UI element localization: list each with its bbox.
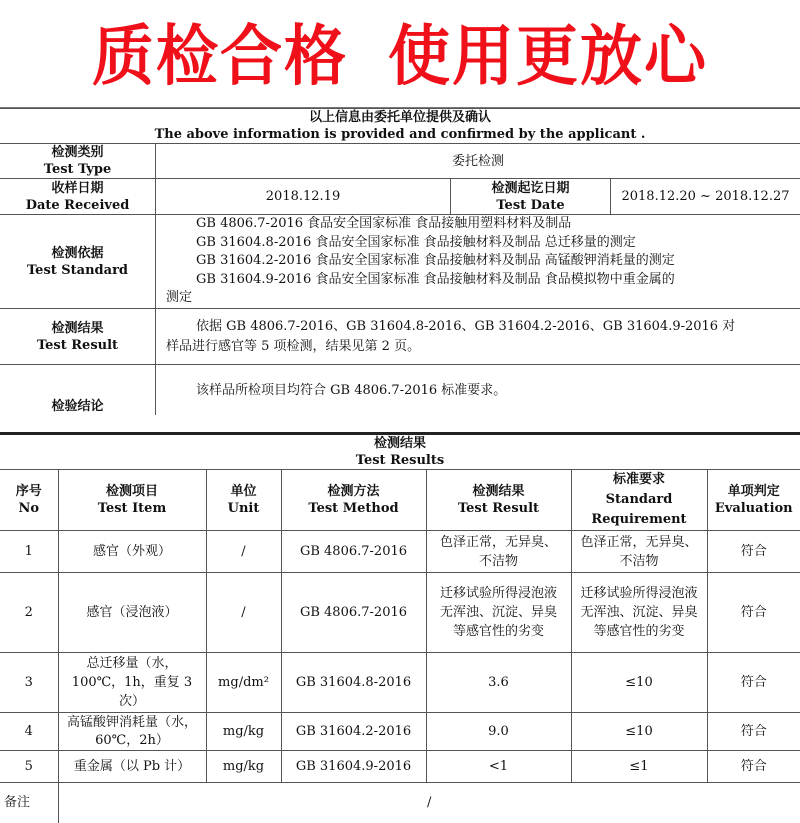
standard-line: GB 31604.9-2016 食品安全国家标准 食品接触材料及制品 食品模拟物中重金属的 [166,271,792,290]
cell-no: 4 [0,713,58,751]
table-row [0,531,800,573]
col-header-en: Standard Requirement [572,490,707,530]
conclusion-value: 该样品所检项目均符合 GB 4806.7-2016 标准要求。 [166,381,792,401]
col-header-cn: 单项判定 [708,483,800,500]
table-row [0,751,800,783]
cell-method: GB 4806.7-2016 [281,531,426,573]
cell-method: GB 31604.2-2016 [281,713,426,751]
cell-requirement: 色泽正常，无异臭、不洁物 [571,531,707,573]
col-header-en: No [0,500,58,517]
test-date-label-cn: 检测起讫日期 [451,180,610,197]
remarks-row [0,783,800,823]
banner-left-text: 质检合格 [92,3,348,96]
cell-unit: mg/kg [206,751,281,783]
cell-evaluation: 符合 [707,531,800,573]
test-result-text-2: 样品进行感官等 5 项检测，结果见第 2 页。 [166,337,792,357]
test-result-label-en: Test Result [0,337,155,354]
test-standard-label-cn: 检测依据 [0,245,155,262]
banner [0,0,800,100]
row-test-result [0,309,800,365]
test-type-label-en: Test Type [0,161,155,178]
cell-result: 迁移试验所得浸泡液无浑浊、沉淀、异臭等感官性的劣变 [426,573,571,653]
cell-result: 3.6 [426,653,571,713]
results-section [0,432,800,823]
cell-requirement: 迁移试验所得浸泡液无浑浊、沉淀、异臭等感官性的劣变 [571,573,707,653]
cell-no: 3 [0,653,58,713]
cell-item: 重金属（以 Pb 计） [58,751,206,783]
cell-requirement: ≤10 [571,713,707,751]
col-header-en: Test Method [282,500,426,517]
test-result-text-1: 依据 GB 4806.7-2016、GB 31604.8-2016、GB 31604.2-2016、GB 31604.9-2016 对 [166,317,792,337]
info-section [0,108,800,415]
test-date-label-en: Test Date [451,197,610,214]
cell-unit: / [206,573,281,653]
results-title-en: Test Results [0,452,800,469]
col-header-cn: 检测项目 [59,483,206,500]
cell-unit: / [206,531,281,573]
cell-no: 5 [0,751,58,783]
test-date-value: 2018.12.20 ~ 2018.12.27 [611,179,800,215]
col-header-cn: 标准要求 [572,470,707,490]
cell-method: GB 31604.8-2016 [281,653,426,713]
banner-right-text: 使用更放心 [388,3,708,96]
col-header-cn: 检测方法 [282,483,426,500]
cell-requirement: ≤10 [571,653,707,713]
col-header-en: Test Item [59,500,206,517]
cell-evaluation: 符合 [707,751,800,783]
cell-result: 9.0 [426,713,571,751]
standard-line-continuation: 测定 [166,289,792,308]
cell-unit: mg/dm² [206,653,281,713]
cell-requirement: ≤1 [571,751,707,783]
table-row [0,653,800,713]
test-standard-label-en: Test Standard [0,262,155,279]
cell-no: 2 [0,573,58,653]
cell-result: 色泽正常，无异臭、不洁物 [426,531,571,573]
results-title-cn: 检测结果 [0,435,800,452]
cell-evaluation: 符合 [707,573,800,653]
remarks-value: / [58,783,800,823]
cell-item: 总迁移量（水，100℃，1h，重复 3 次） [58,653,206,713]
info-header [0,109,800,144]
col-header-cn: 序号 [0,483,58,500]
test-type-value: 委托检测 [156,144,800,179]
date-received-label-cn: 收样日期 [0,180,155,197]
info-header-cn: 以上信息由委托单位提供及确认 [0,109,800,126]
test-result-label-cn: 检测结果 [0,320,155,337]
cell-method: GB 4806.7-2016 [281,573,426,653]
results-header-row [0,470,800,531]
cell-item: 感官（浸泡液） [58,573,206,653]
info-header-en: The above information is provided and confirmed by the applicant . [0,126,800,143]
standard-line: GB 31604.2-2016 食品安全国家标准 食品接触材料及制品 高锰酸钾消耗量的测定 [166,252,792,271]
table-row [0,713,800,751]
cell-result: <1 [426,751,571,783]
test-type-label-cn: 检测类别 [0,144,155,161]
cell-no: 1 [0,531,58,573]
results-title [0,435,800,470]
cell-unit: mg/kg [206,713,281,751]
date-received-value: 2018.12.19 [156,179,451,215]
cell-method: GB 31604.9-2016 [281,751,426,783]
row-test-standard [0,215,800,309]
col-header-en: Test Result [427,500,571,517]
col-header-cn: 检测结果 [427,483,571,500]
results-table [0,435,800,823]
row-dates [0,179,800,215]
table-row [0,573,800,653]
date-received-label-en: Date Received [0,197,155,214]
col-header-en: Unit [207,500,281,517]
info-table [0,108,800,415]
cell-evaluation: 符合 [707,653,800,713]
cell-item: 感官（外观） [58,531,206,573]
col-header-en: Evaluation [708,500,800,517]
row-conclusion [0,365,800,415]
cell-evaluation: 符合 [707,713,800,751]
col-header-cn: 单位 [207,483,281,500]
standard-line: GB 31604.8-2016 食品安全国家标准 食品接触材料及制品 总迁移量的测定 [166,234,792,253]
conclusion-label: 检验结论 [0,398,155,415]
standard-line: GB 4806.7-2016 食品安全国家标准 食品接触用塑料材料及制品 [166,215,792,234]
cell-item: 高锰酸钾消耗量（水，60℃，2h） [58,713,206,751]
row-test-type [0,144,800,179]
remarks-label: 备注 [0,783,58,823]
